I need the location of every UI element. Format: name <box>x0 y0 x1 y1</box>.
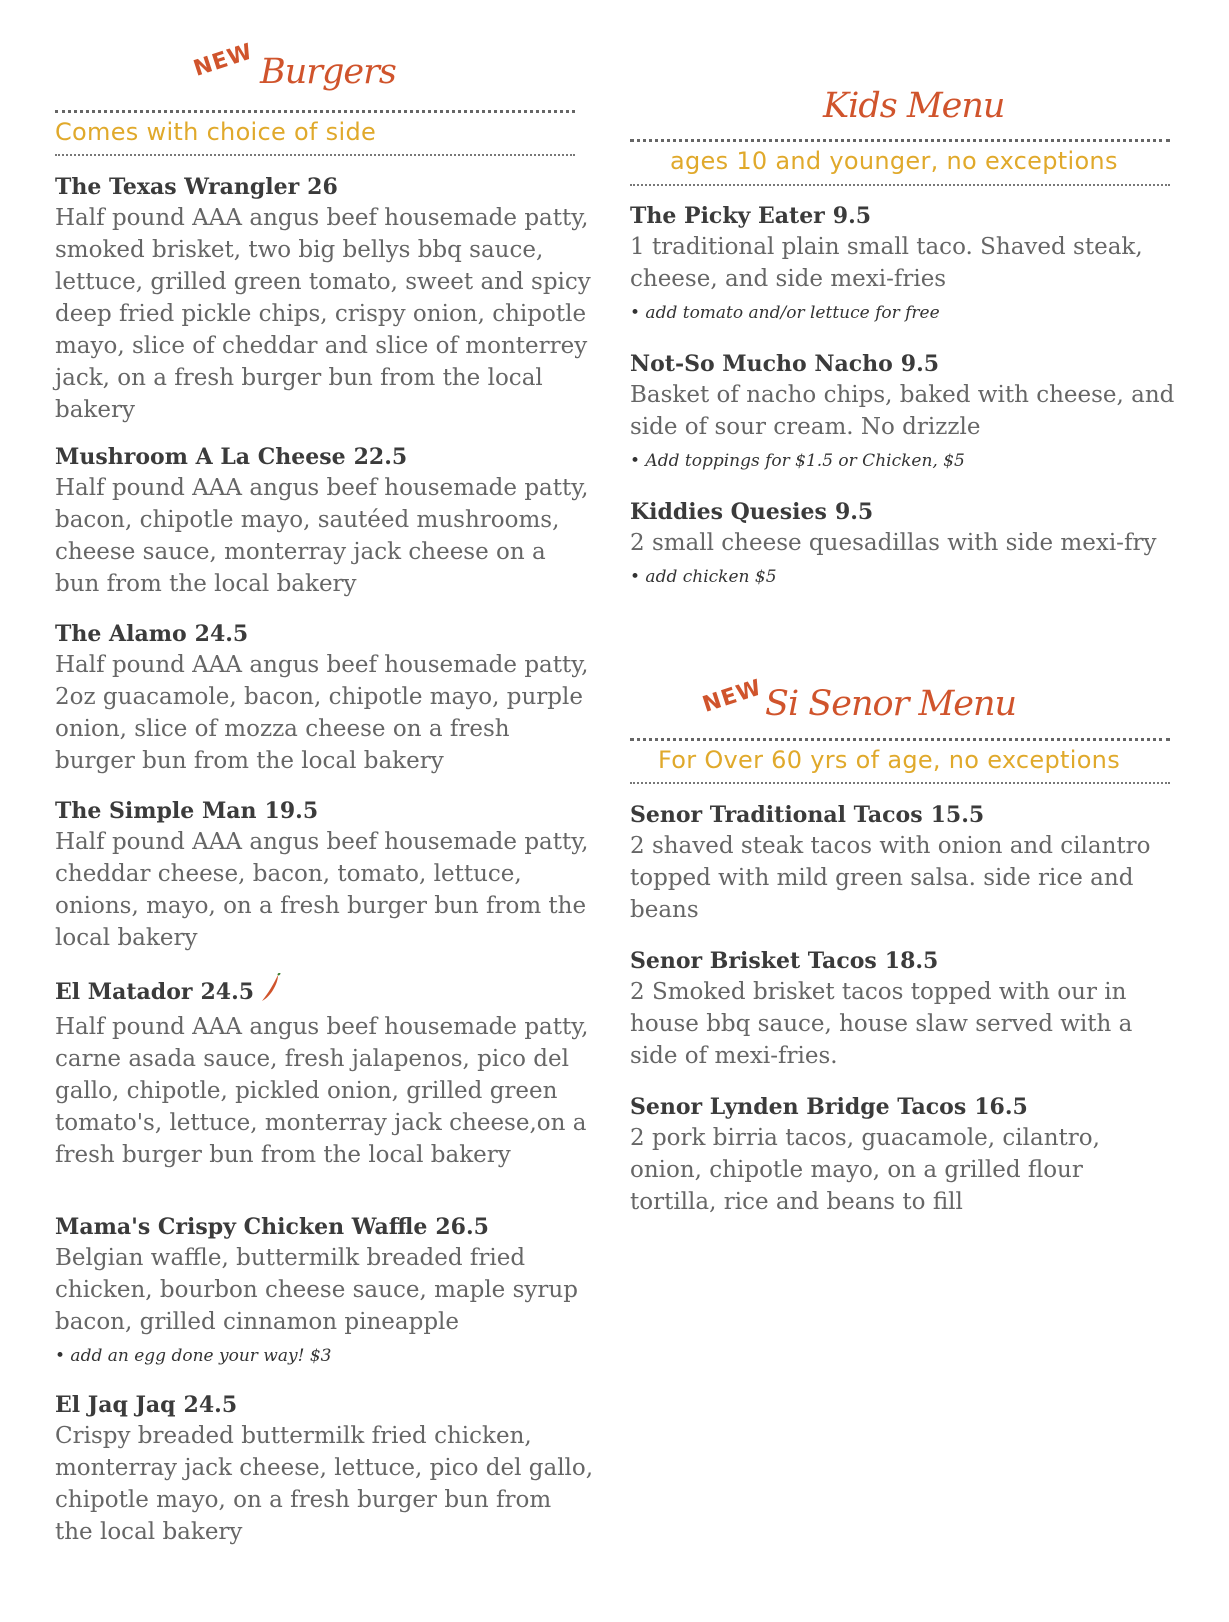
si-senor-menu-subtitle: For Over 60 yrs of age, no exceptions <box>658 746 1121 774</box>
item-price: 15.5 <box>930 802 985 828</box>
item-description: 2 Smoked brisket tacos topped with our in house bbq sauce, house slaw served with a side of mexi-fries. <box>630 979 1133 1069</box>
item-title: Mama's Crispy Chicken Waffle 26.5 <box>55 1214 489 1240</box>
menu-item-senor-lynden-bridge-tacos <box>630 1092 1175 1218</box>
item-price: 24.5 <box>194 621 249 647</box>
burgers-subtitle: Comes with choice of side <box>55 118 377 146</box>
divider <box>630 139 1170 142</box>
item-note: • add chicken $5 <box>630 567 777 587</box>
item-title: Senor Lynden Bridge Tacos 16.5 <box>630 1094 1028 1120</box>
item-price: 19.5 <box>264 798 319 824</box>
item-title: Mushroom A La Cheese 22.5 <box>55 444 408 470</box>
item-note: • add tomato and/or lettuce for free <box>630 303 940 323</box>
item-price: 9.5 <box>900 351 940 377</box>
item-title: The Picky Eater 9.5 <box>630 203 872 229</box>
item-title: Kiddies Quesies 9.5 <box>630 499 874 525</box>
item-description: 2 shaved steak tacos with onion and cilantro topped with mild green salsa. side rice and beans <box>630 833 1151 923</box>
menu-item-texas-wrangler <box>55 172 595 426</box>
new-badge: NEW <box>699 675 766 718</box>
item-description: Belgian waffle, buttermilk breaded fried chicken, bourbon cheese sauce, maple syrup bacon, grilled cinnamon pineapple <box>55 1245 578 1335</box>
menu-item-mamas-crispy-chicken-waffle <box>55 1212 595 1370</box>
item-title: Not-So Mucho Nacho 9.5 <box>630 351 940 377</box>
menu-item-el-matador <box>55 973 595 1171</box>
menu-item-the-alamo <box>55 619 595 777</box>
item-description: Half pound AAA angus beef housemade patty, 2oz guacamole, bacon, chipotle mayo, purple onion, slice of mozza cheese on a fresh burger bun from the local bakery <box>55 652 589 774</box>
chili-pepper-icon <box>260 973 282 1011</box>
item-title: Senor Brisket Tacos 18.5 <box>630 948 939 974</box>
item-price: 24.5 <box>200 979 255 1005</box>
item-title: Senor Traditional Tacos 15.5 <box>630 802 985 828</box>
item-description: 1 traditional plain small taco. Shaved steak, cheese, and side mexi-fries <box>630 234 1143 292</box>
new-badge: NEW <box>190 39 257 82</box>
menu-item-the-simple-man <box>55 796 595 954</box>
item-title: El Matador 24.5 <box>55 973 595 1011</box>
item-description: 2 pork birria tacos, guacamole, cilantro, onion, chipotle mayo, on a grilled flour tortilla, rice and beans to fill <box>630 1125 1100 1215</box>
divider <box>630 184 1170 186</box>
divider <box>630 782 1170 784</box>
item-price: 9.5 <box>834 499 874 525</box>
item-title: The Simple Man 19.5 <box>55 798 319 824</box>
item-price: 26.5 <box>435 1214 489 1240</box>
item-title: The Texas Wrangler 26 <box>55 174 338 200</box>
item-description: Crispy breaded buttermilk fried chicken, monterray jack cheese, lettuce, pico del gallo, chipotle mayo, on a fresh burger bun from the local bakery <box>55 1423 594 1545</box>
menu-item-not-so-mucho-nacho <box>630 349 1175 475</box>
menu-item-el-jaq-jaq <box>55 1390 595 1548</box>
item-title: The Alamo 24.5 <box>55 621 249 647</box>
item-note: • Add toppings for $1.5 or Chicken, $5 <box>630 451 965 471</box>
menu-item-senor-traditional-tacos <box>630 800 1175 926</box>
item-price: 16.5 <box>974 1094 1028 1120</box>
kids-menu-title: Kids Menu <box>823 86 1005 126</box>
menu-item-picky-eater <box>630 201 1175 327</box>
item-description: Half pound AAA angus beef housemade patty, carne asada sauce, fresh jalapenos, pico del gallo, chipotle, pickled onion, grilled green tomato's, lettuce, monterray jack cheese,on a fresh burger bun from the local bakery <box>55 1014 589 1168</box>
menu-item-mushroom-a-la-cheese <box>55 442 595 600</box>
si-senor-menu-title: Si Senor Menu <box>765 684 1017 724</box>
divider <box>630 738 1170 741</box>
divider <box>55 154 575 156</box>
item-description: Half pound AAA angus beef housemade patty, bacon, chipotle mayo, sautéed mushrooms, cheese sauce, monterray jack cheese on a bun from the local bakery <box>55 475 589 597</box>
menu-item-senor-brisket-tacos <box>630 946 1175 1072</box>
item-price: 18.5 <box>884 948 939 974</box>
divider <box>55 110 575 113</box>
item-note: • add an egg done your way! $3 <box>55 1346 332 1366</box>
item-price: 26 <box>307 174 338 200</box>
item-price: 9.5 <box>832 203 872 229</box>
item-price: 24.5 <box>183 1392 238 1418</box>
item-description: Half pound AAA angus beef housemade patty, smoked brisket, two big bellys bbq sauce, lettuce, grilled green tomato, sweet and spicy deep fried pickle chips, crispy onion, chipotle mayo, slice of cheddar and slice of monterrey jack, on a fresh burger bun from the local bakery <box>55 205 591 423</box>
kids-menu-subtitle: ages 10 and younger, no exceptions <box>670 147 1118 175</box>
item-description: Half pound AAA angus beef housemade patty, cheddar cheese, bacon, tomato, lettuce, onions, mayo, on a fresh burger bun from the local bakery <box>55 829 589 951</box>
item-title: El Jaq Jaq 24.5 <box>55 1392 238 1418</box>
item-description: 2 small cheese quesadillas with side mexi-fry <box>630 530 1157 556</box>
burgers-title: Burgers <box>260 52 396 92</box>
item-price: 22.5 <box>353 444 408 470</box>
menu-item-kiddies-quesies <box>630 497 1175 591</box>
item-description: Basket of nacho chips, baked with cheese, and side of sour cream. No drizzle <box>630 382 1175 440</box>
